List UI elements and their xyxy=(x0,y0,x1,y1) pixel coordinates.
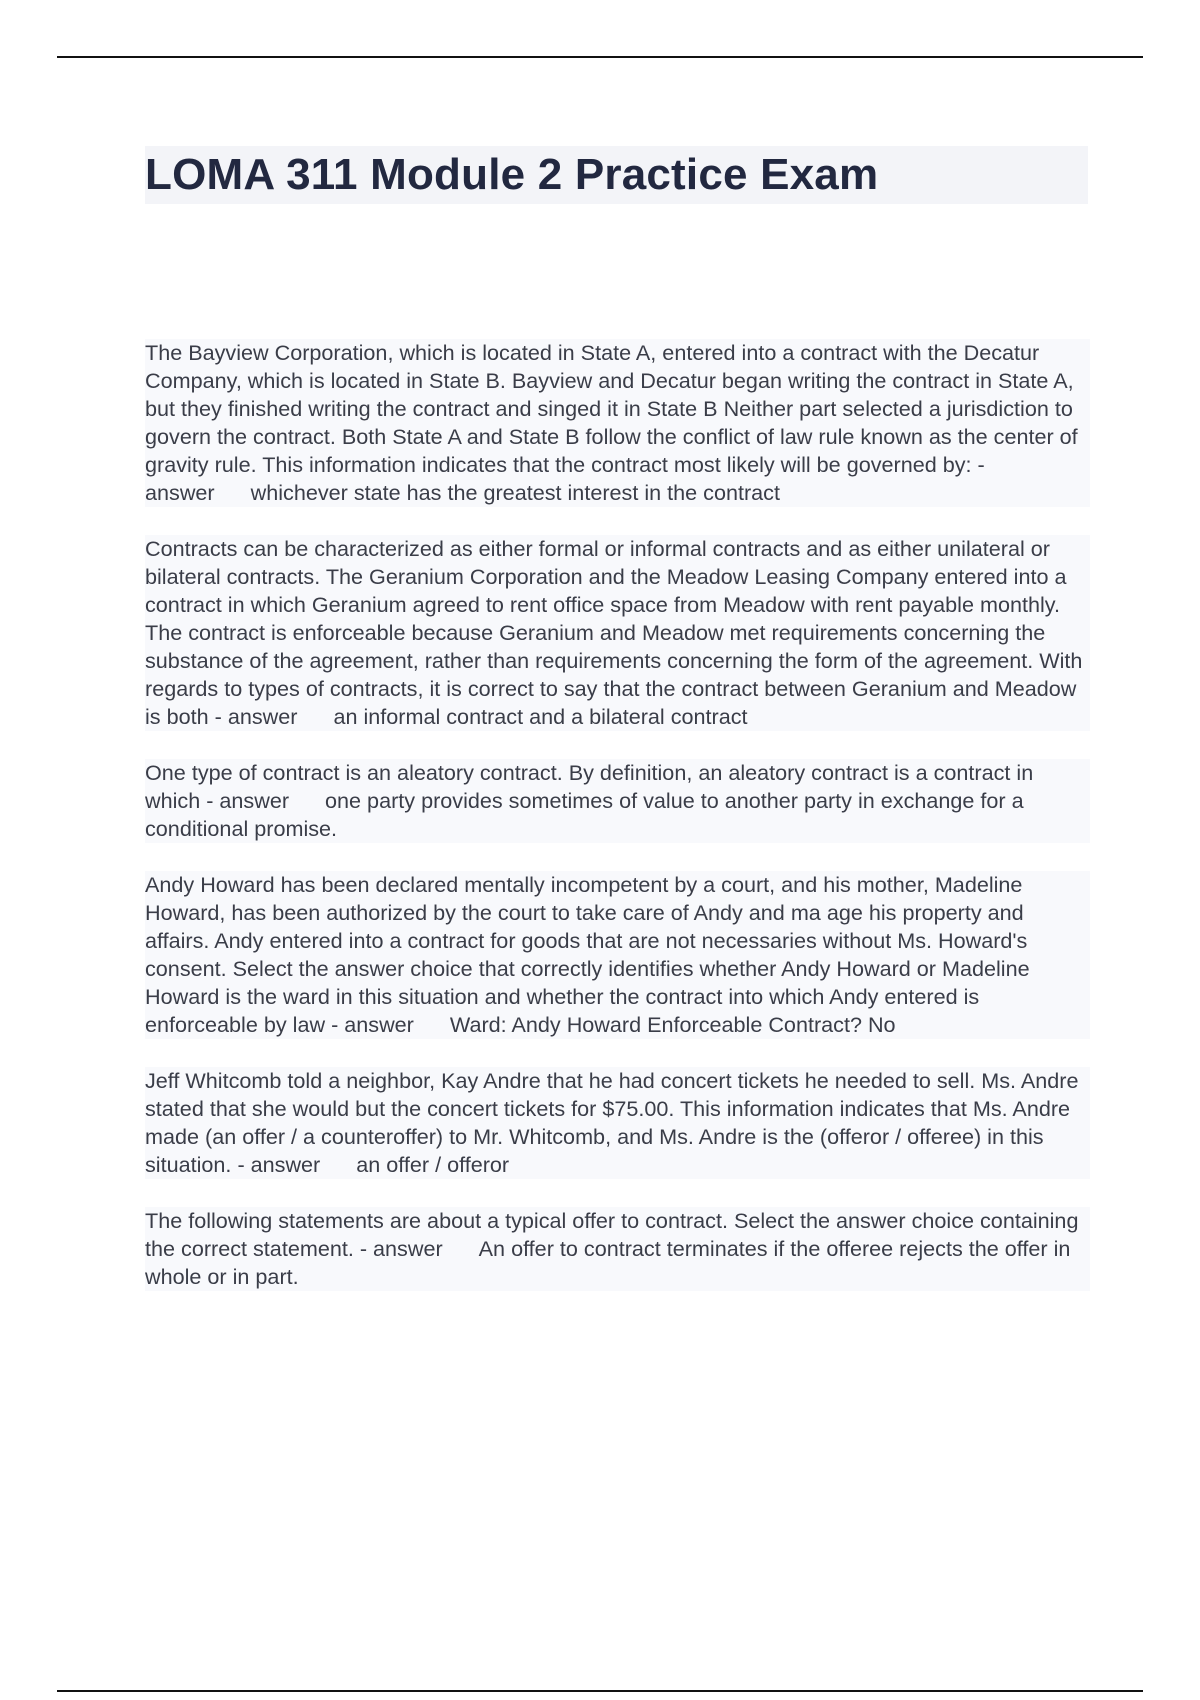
answer-marker: - answer xyxy=(359,1236,443,1261)
top-rule xyxy=(57,56,1143,58)
question-text: Contracts can be characterized as either formal or informal contracts and as either unilateral or bilateral contracts. The Geranium Corporation and the Meadow Leasing Company entered into a contract in which Geranium agreed to rent office space from Meadow with rent payable monthly. The contract is enforceable because Geranium and Meadow met requirements concerning the substance of the agreement, rather than requirements concerning the form of the agreement. With regards to types of contracts, it is correct to say that the contract between Geranium and Meadow is both xyxy=(145,536,1083,729)
answer-text: An offer to contract terminates if the offeree rejects the offer in whole or in part. xyxy=(145,1236,1071,1289)
answer-text: one party provides sometimes of value to another party in exchange for a conditional promise. xyxy=(145,788,1024,841)
answer-marker: - answer xyxy=(237,1152,321,1177)
question-text: Andy Howard has been declared mentally incompetent by a court, and his mother, Madeline Howard, has been authorized by the court to take care of Andy and ma age his property and affairs. Andy entered into a contract for goods that are not necessaries without Ms. Howard's consent. Select the answer choice that correctly identifies whether Andy Howard or Madeline Howard is the ward in this situation and whether the contract into which Andy entered is enforceable by law xyxy=(145,872,1030,1037)
answer-text: whichever state has the greatest interest in the contract xyxy=(250,480,780,505)
qa-item xyxy=(145,339,1090,507)
answer-text: an offer / offeror xyxy=(356,1152,510,1177)
question-text: The following statements are about a typical offer to contract. Select the answer choice containing the correct statement. xyxy=(145,1208,1079,1261)
question-text: One type of contract is an aleatory contract. By definition, an aleatory contract is a contract in which xyxy=(145,760,1034,813)
qa-item xyxy=(145,759,1090,843)
title-block xyxy=(145,146,1088,204)
qa-item xyxy=(145,1207,1090,1291)
page-title: LOMA 311 Module 2 Practice Exam xyxy=(145,150,879,199)
question-text: Jeff Whitcomb told a neighbor, Kay Andre that he had concert tickets he needed to sell. Ms. Andre stated that she would but the concert tickets for $75.00. This information indicates that Ms. Andre made (an offer / a counteroffer) to Mr. Whitcomb, and Ms. Andre is the (offeror / offeree) in this situation. xyxy=(145,1068,1079,1177)
answer-marker: - answer xyxy=(331,1012,414,1037)
bottom-rule xyxy=(57,1690,1143,1692)
answer-text: an informal contract and a bilateral contract xyxy=(333,704,748,729)
qa-list xyxy=(145,339,1090,1319)
question-text: The Bayview Corporation, which is located in State A, entered into a contract with the Decatur Company, which is located in State B. Bayview and Decatur began writing the contract in State A, but they finished writing the contract and singed it in State B Neither part selected a jurisdiction to govern the contract. Both State A and State B follow the conflict of law rule known as the center of gravity rule. This information indicates that the contract most likely will be governed by: xyxy=(145,340,1078,477)
answer-text: Ward: Andy Howard Enforceable Contract? No xyxy=(449,1012,896,1037)
answer-marker: - answer xyxy=(145,452,985,505)
qa-item xyxy=(145,535,1090,731)
qa-item xyxy=(145,1067,1090,1179)
qa-item xyxy=(145,871,1090,1039)
answer-marker: - answer xyxy=(214,704,298,729)
answer-marker: - answer xyxy=(206,788,290,813)
